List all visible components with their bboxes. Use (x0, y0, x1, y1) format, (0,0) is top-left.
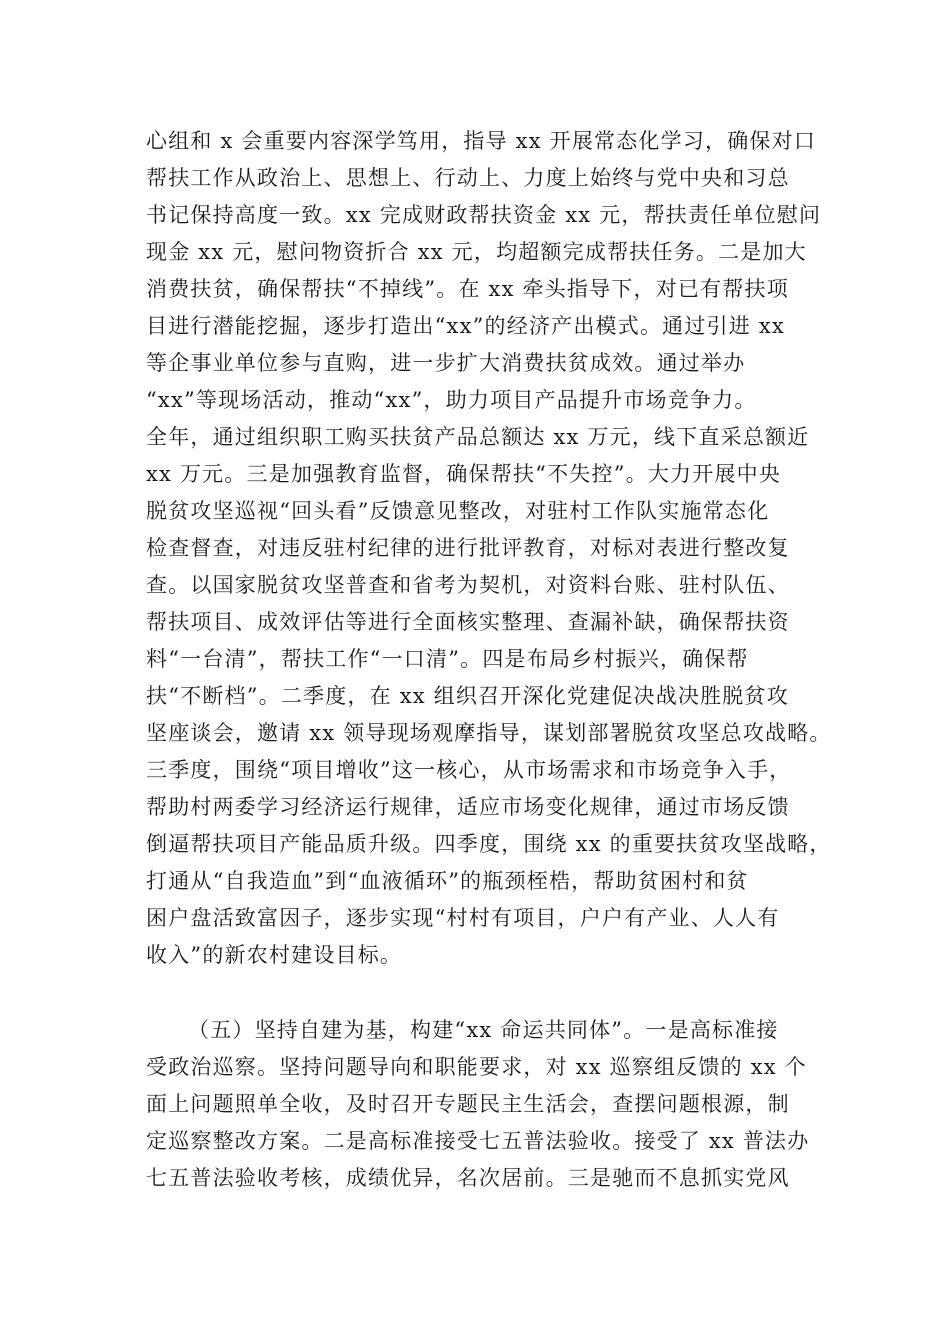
body-text-line: 三季度，围绕“项目增收”这一核心，从市场需求和市场竞争入手， (146, 758, 792, 782)
body-text-line: 检查督查，对违反驻村纪律的进行批评教育，对标对表进行整改复 (146, 536, 790, 560)
body-text-line: 帮助村两委学习经济运行规律，适应市场变化规律，通过市场反馈 (146, 795, 790, 819)
body-text-line: 目进行潜能挖掘，逐步打造出“xx”的经济产出模式。通过引进 xx (146, 314, 785, 338)
body-text-line: 七五普法验收考核，成绩优异，名次居前。三是驰而不息抓实党风 (146, 1166, 790, 1190)
body-text-line: 面上问题照单全收，及时召开专题民主生活会，查摆问题根源，制 (146, 1092, 790, 1116)
body-text-line: “xx”等现场活动，推动“xx”，助力项目产品提升市场竞争力。 (146, 388, 757, 412)
body-text-line: 查。以国家脱贫攻坚普查和省考为契机，对资料台账、驻村队伍、 (146, 573, 790, 597)
body-text-line: 扶“不断档”。二季度，在 xx 组织召开深化党建促决战决胜脱贫攻 (146, 684, 789, 708)
body-text-line: 心组和 x 会重要内容深学笃用，指导 xx 开展常态化学习，确保对口 (146, 129, 817, 153)
body-text-line: 倒逼帮扶项目产能品质升级。四季度，围绕 xx 的重要扶贫攻坚战略， (146, 832, 832, 856)
body-text-line: 困户盘活致富因子，逐步实现“村村有项目，户户有产业、人人有 (146, 906, 780, 930)
body-text-line: 帮扶项目、成效评估等进行全面核实整理、查漏补缺，确保帮扶资 (146, 610, 790, 634)
body-text-line: xx 万元。三是加强教育监督，确保帮扶“不失控”。大力开展中央 (146, 462, 782, 486)
body-text-line: 料“一台清”，帮扶工作“一口清”。四是布局乡村振兴，确保帮 (146, 647, 749, 671)
body-text-line: 打通从“自我造血”到“血液循环”的瓶颈桎梏，帮助贫困村和贫 (146, 869, 749, 893)
body-text-line: 定巡察整改方案。二是高标准接受七五普法验收。接受了 xx 普法办 (146, 1129, 810, 1153)
body-text-line: 受政治巡察。坚持问题导向和职能要求，对 xx 巡察组反馈的 xx 个 (146, 1055, 807, 1079)
body-text-line: 书记保持高度一致。xx 完成财政帮扶资金 xx 元，帮扶责任单位慰问 (146, 203, 822, 227)
body-text-line: 全年，通过组织职工购买扶贫产品总额达 xx 万元，线下直采总额近 (146, 425, 810, 449)
body-text-line: 消费扶贫，确保帮扶“不掉线”。在 xx 牵头指导下，对已有帮扶项 (146, 277, 789, 301)
body-text-line: 帮扶工作从政治上、思想上、行动上、力度上始终与党中央和习总 (146, 166, 790, 190)
body-text-line: 现金 xx 元，慰问物资折合 xx 元，均超额完成帮扶任务。二是加大 (146, 240, 807, 264)
body-text-line: 等企事业单位参与直购，进一步扩大消费扶贫成效。通过举办 (146, 351, 746, 375)
body-text-line: 坚座谈会，邀请 xx 领导现场观摩指导，谋划部署脱贫攻坚总攻战略。 (146, 721, 832, 745)
body-text-line: 收入”的新农村建设目标。 (146, 943, 403, 967)
paragraph-heading-line: （五）坚持自建为基，构建“xx 命运共同体”。一是高标准接 (188, 1018, 779, 1042)
body-text-line: 脱贫攻坚巡视“回头看”反馈意见整改，对驻村工作队实施常态化 (146, 499, 770, 523)
